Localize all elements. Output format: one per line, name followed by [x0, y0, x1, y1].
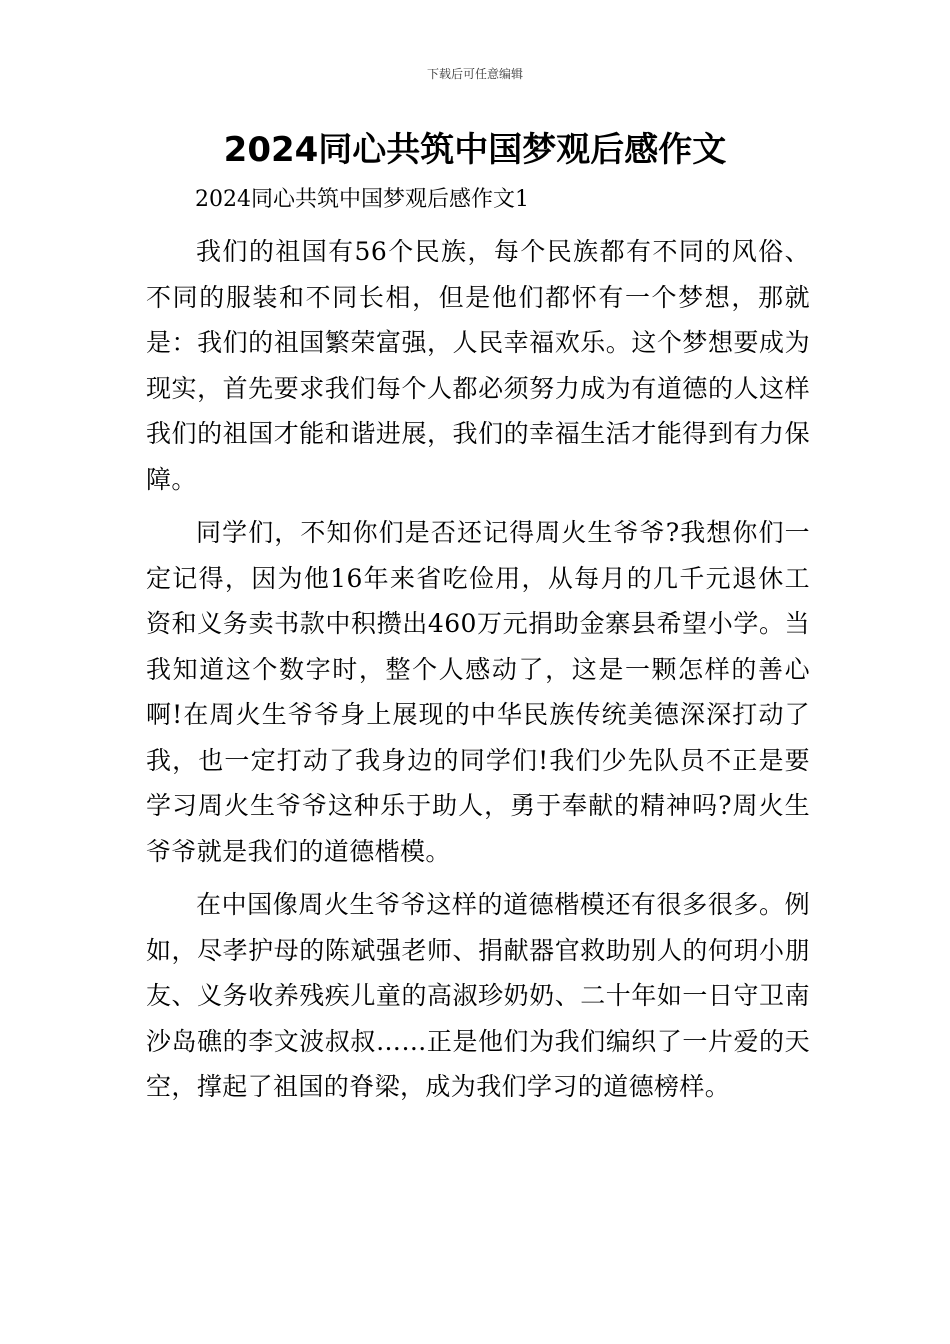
header-note: 下载后可任意编辑 — [426, 67, 523, 81]
paragraph-1: 我们的祖国有56个民族，每个民族都有不同的风俗、不同的服装和不同长相，但是他们都怀有一个梦想，那就是：我们的祖国繁荣富强，人民幸福欢乐。这个梦想要成为现实，首先要求我们每个人都必须努力成为有道德的人这样我们的祖国才能和谐进展，我们的幸福生活才能得到有力保障。 — [146, 237, 810, 494]
document-title: 2024同心共筑中国梦观后感作文 — [223, 130, 727, 170]
document-body — [146, 229, 810, 1118]
paragraph-3: 在中国像周火生爷爷这样的道德楷模还有很多很多。例如，尽孝护母的陈斌强老师、捐献器官救助别人的何玥小朋友、义务收养残疾儿童的高淑珍奶奶、二十年如一日守卫南沙岛礁的李文波叔叔……正是他们为我们编织了一片爱的天空，撑起了祖国的脊梁，成为我们学习的道德榜样。 — [146, 890, 810, 1101]
paragraph-2: 同学们，不知你们是否还记得周火生爷爷?我想你们一定记得，因为他16年来省吃俭用，从每月的几千元退休工资和义务卖书款中积攒出460万元捐助金寨县希望小学。当我知道这个数字时，整个人感动了，这是一颗怎样的善心啊!在周火生爷爷身上展现的中华民族传统美德深深打动了我，也一定打动了我身边的同学们!我们少先队员不正是要学习周火生爷爷这种乐于助人，勇于奉献的精神吗?周火生爷爷就是我们的道德楷模。 — [146, 518, 810, 866]
document-subtitle: 2024同心共筑中国梦观后感作文1 — [195, 187, 529, 212]
